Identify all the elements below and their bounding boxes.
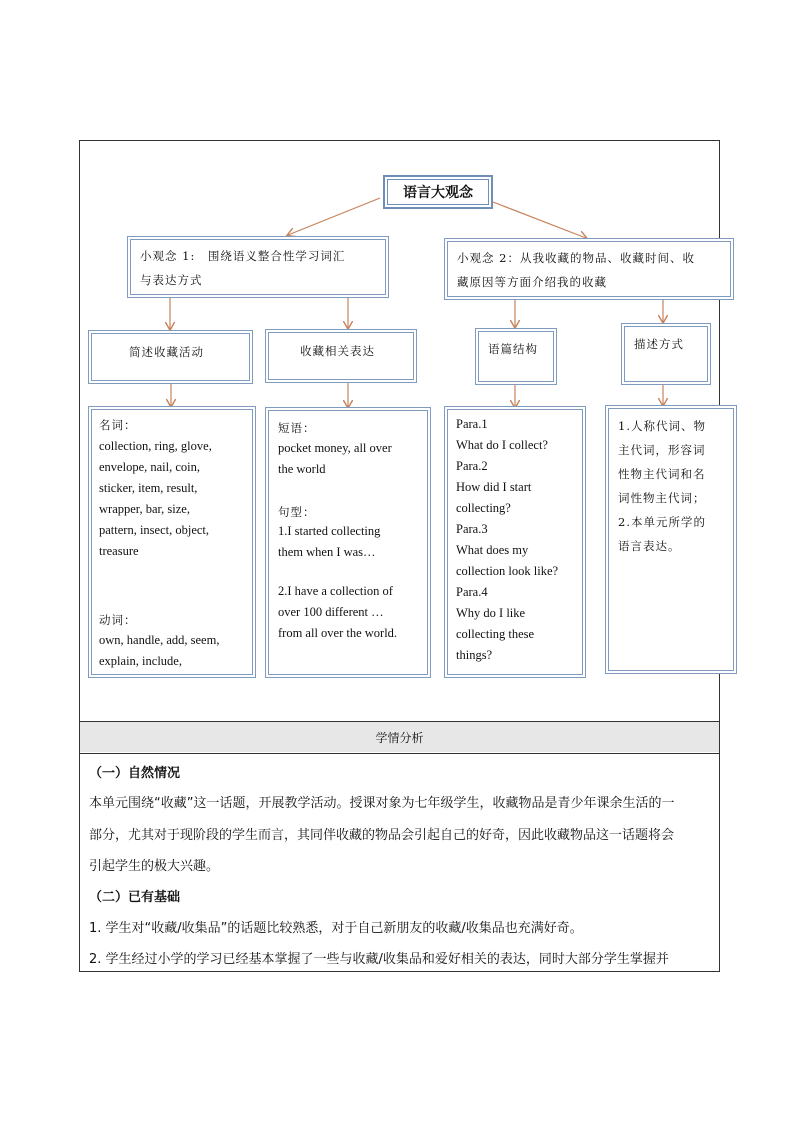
node-style-label: 描述方式 [634,337,684,351]
node-structure-label: 语篇结构 [488,342,538,356]
sub-idea-1-line: 与表达方式 [140,273,203,287]
leaf-style [605,405,737,674]
structure-line: Why do I like [456,606,526,620]
style-line: 2.本单元所学的 [618,515,706,529]
structure-line: Para.3 [456,522,488,536]
phrase-line: over 100 different … [278,605,384,619]
vocab-line: 名词： [99,418,137,432]
section-header-analysis [80,722,719,752]
subheading-natural: （一）自然情况 [89,766,181,781]
leaf-structure [444,406,586,678]
sub-idea-2 [444,238,734,300]
vocab-line: sticker, item, result, [99,481,198,495]
section-header-label: 学情分析 [375,730,424,745]
phrase-line: from all over the world. [278,626,398,640]
arrow-root-sub1 [288,198,380,235]
phrase-line: 短语： [278,421,316,435]
vocab-line: envelope, nail, coin, [99,460,201,474]
sub-idea-1 [127,236,389,298]
phrase-line: 1.I started collecting [278,524,381,538]
style-line: 语言表达。 [618,539,681,553]
vocab-line: wrapper, bar, size, [99,502,190,516]
phrase-line: the world [278,462,326,476]
node-structure [475,328,557,385]
vocab-line: collection, ring, glove, [99,439,212,453]
node-expressions-label: 收藏相关表达 [300,344,375,358]
structure-line: How did I start [456,480,532,494]
style-line: 性物主代词和名 [618,467,706,481]
structure-line: What do I collect? [456,438,548,452]
subheading-foundation: （二）已有基础 [89,890,181,905]
structure-line: Para.2 [456,459,488,473]
node-expressions [265,329,417,383]
vocab-line: pattern, insect, object, [99,523,210,537]
paragraph-line: 1. 学生对“收藏/收集品”的话题比较熟悉，对于自己新朋友的收藏/收集品也充满好奇。 [89,921,583,936]
paragraph-line: 2. 学生经过小学的学习已经基本掌握了一些与收藏/收集品和爱好相关的表达，同时大部分学生掌握并 [89,952,669,967]
structure-line: collecting? [456,501,511,515]
paragraph-line: 引起学生的极大兴趣。 [89,859,220,874]
node-style [621,323,711,385]
node-activity [88,330,253,384]
leaf-vocabulary [88,406,256,678]
vocab-line: 动词： [99,613,137,627]
arrow-root-sub2 [493,202,586,238]
vocab-line: treasure [99,544,139,558]
node-activity-label: 简述收藏活动 [129,345,204,359]
paragraph-line: 部分，尤其对于现阶段的学生而言，其同伴收藏的物品会引起自己的好奇，因此收藏物品这一话题将会 [89,828,675,843]
leaf-phrases [265,407,431,678]
structure-line: Para.1 [456,417,488,431]
sub-idea-1-line: 小观念 1: 围绕语义整合性学习词汇 [140,249,346,263]
sub-idea-2-line: 小观念 2：从我收藏的物品、收藏时间、收 [457,251,695,265]
phrase-line: pocket money, all over [278,441,392,455]
phrase-line: them when I was… [278,545,376,559]
root-node-label: 语言大观念 [403,185,473,201]
structure-line: Para.4 [456,585,488,599]
style-line: 1.人称代词、物 [618,419,706,433]
structure-line: collecting these [456,627,535,641]
root-node [383,175,493,209]
sub-idea-2-line: 藏原因等方面介绍我的收藏 [457,275,607,289]
style-line: 词性物主代词； [618,491,706,505]
structure-line: collection look like? [456,564,559,578]
vocab-line: own, handle, add, seem, [99,633,220,647]
vocab-line: explain, include, [99,654,182,668]
paragraph-line: 本单元围绕“收藏”这一话题，开展教学活动。授课对象为七年级学生，收藏物品是青少年课余生活的一 [89,796,675,811]
structure-line: things? [456,648,493,662]
phrase-line: 句型： [278,505,316,519]
style-line: 主代词，形容词 [618,443,706,457]
structure-line: What does my [456,543,529,557]
phrase-line: 2.I have a collection of [278,584,393,598]
